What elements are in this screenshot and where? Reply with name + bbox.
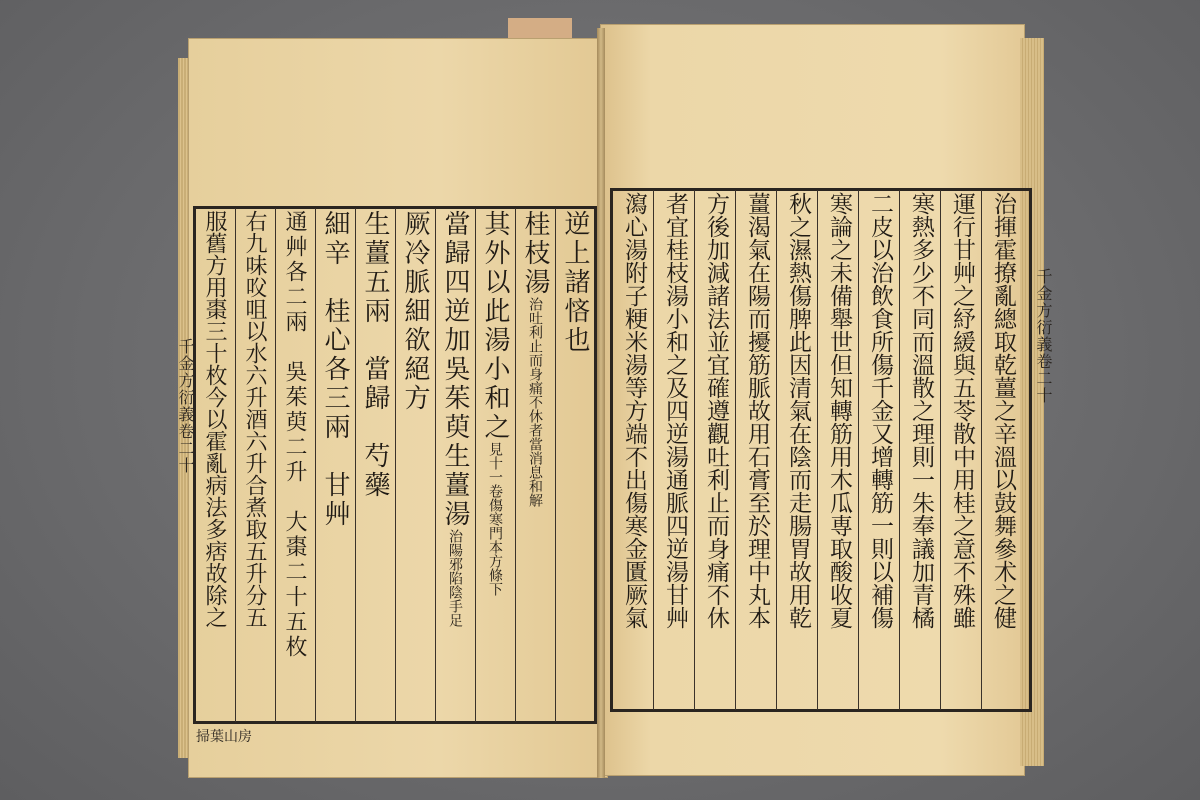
book-spine <box>597 28 605 778</box>
text-column: 瀉心湯附子粳米湯等方端不出傷寒金匱厥氣 <box>621 192 647 629</box>
column-rule <box>355 208 356 722</box>
text-column: 逆上諸悋也 <box>560 210 590 355</box>
text-column: 薑渴氣在陽而擾筋脈故用石膏至於理中丸本 <box>744 192 770 629</box>
column-rule <box>940 190 941 710</box>
text-column: 二皮以治飲食所傷千金又增轉筋一則以補傷 <box>867 192 893 629</box>
text-column: 秋之濕熱傷脾此因清氣在陰而走腸胃故用乾 <box>785 192 811 629</box>
text-column: 治揮霍撩亂總取乾薑之辛溫以鼓舞參术之健 <box>990 192 1016 629</box>
column-rule <box>817 190 818 710</box>
left-margin-label: 千金方衍義卷二十 <box>176 338 195 474</box>
column-rule <box>235 208 236 722</box>
text-column <box>477 210 512 724</box>
column-note: 見十一卷傷寒門本方條下 <box>487 442 503 596</box>
column-rule <box>395 208 396 722</box>
text-column: 右九味㕮咀以水六升酒六升合煮取五升分五 <box>242 210 267 628</box>
column-main: 當歸四逆加吳茱萸生薑湯 <box>440 210 470 529</box>
text-column <box>437 210 472 724</box>
text-column <box>517 210 552 724</box>
column-note: 治吐利止而身痛不休者當消息和解 <box>527 297 543 507</box>
column-rule <box>858 190 859 710</box>
column-main: 桂枝湯 <box>520 210 550 297</box>
column-rule <box>899 190 900 710</box>
text-column: 生薑五兩 當歸 芍藥 <box>360 210 390 500</box>
column-rule <box>515 208 516 722</box>
column-rule <box>694 190 695 710</box>
left-text-frame <box>193 206 597 724</box>
text-column: 運行甘艸之紓緩與五苓散中用桂之意不殊雖 <box>949 192 975 629</box>
column-note: 治陽邪陷陰手足 <box>447 529 463 627</box>
column-main: 其外以此湯小和之 <box>480 210 510 442</box>
text-column: 方後加減諸法並宜確遵觀吐利止而身痛不休 <box>703 192 729 629</box>
text-column: 厥冷脈細欲絕方 <box>400 210 430 413</box>
text-column: 服舊方用棗三十枚今以霍亂病法多痞故除之 <box>202 210 227 628</box>
right-margin-label: 千金方衍義卷二十 <box>1034 268 1053 404</box>
column-rule <box>275 208 276 722</box>
text-column: 者宜桂枝湯小和之及四逆湯通脈四逆湯甘艸 <box>662 192 688 629</box>
column-rule <box>981 190 982 710</box>
column-rule <box>735 190 736 710</box>
column-rule <box>435 208 436 722</box>
publisher-mark: 掃葉山房 <box>196 729 252 745</box>
column-rule <box>653 190 654 710</box>
text-column: 通艸各二兩 吳茱萸二升 大棗二十五枚 <box>282 210 307 660</box>
right-text-frame <box>610 188 1032 712</box>
column-rule <box>555 208 556 722</box>
text-column: 細辛 桂心各三兩 甘艸 <box>320 210 350 529</box>
open-book <box>170 18 1053 788</box>
text-column: 寒論之未備舉世但知轉筋用木瓜専取酸收夏 <box>826 192 852 629</box>
column-rule <box>776 190 777 710</box>
column-rule <box>475 208 476 722</box>
column-rule <box>315 208 316 722</box>
text-column: 寒熱多少不同而溫散之理則一朱奉議加青橘 <box>908 192 934 629</box>
